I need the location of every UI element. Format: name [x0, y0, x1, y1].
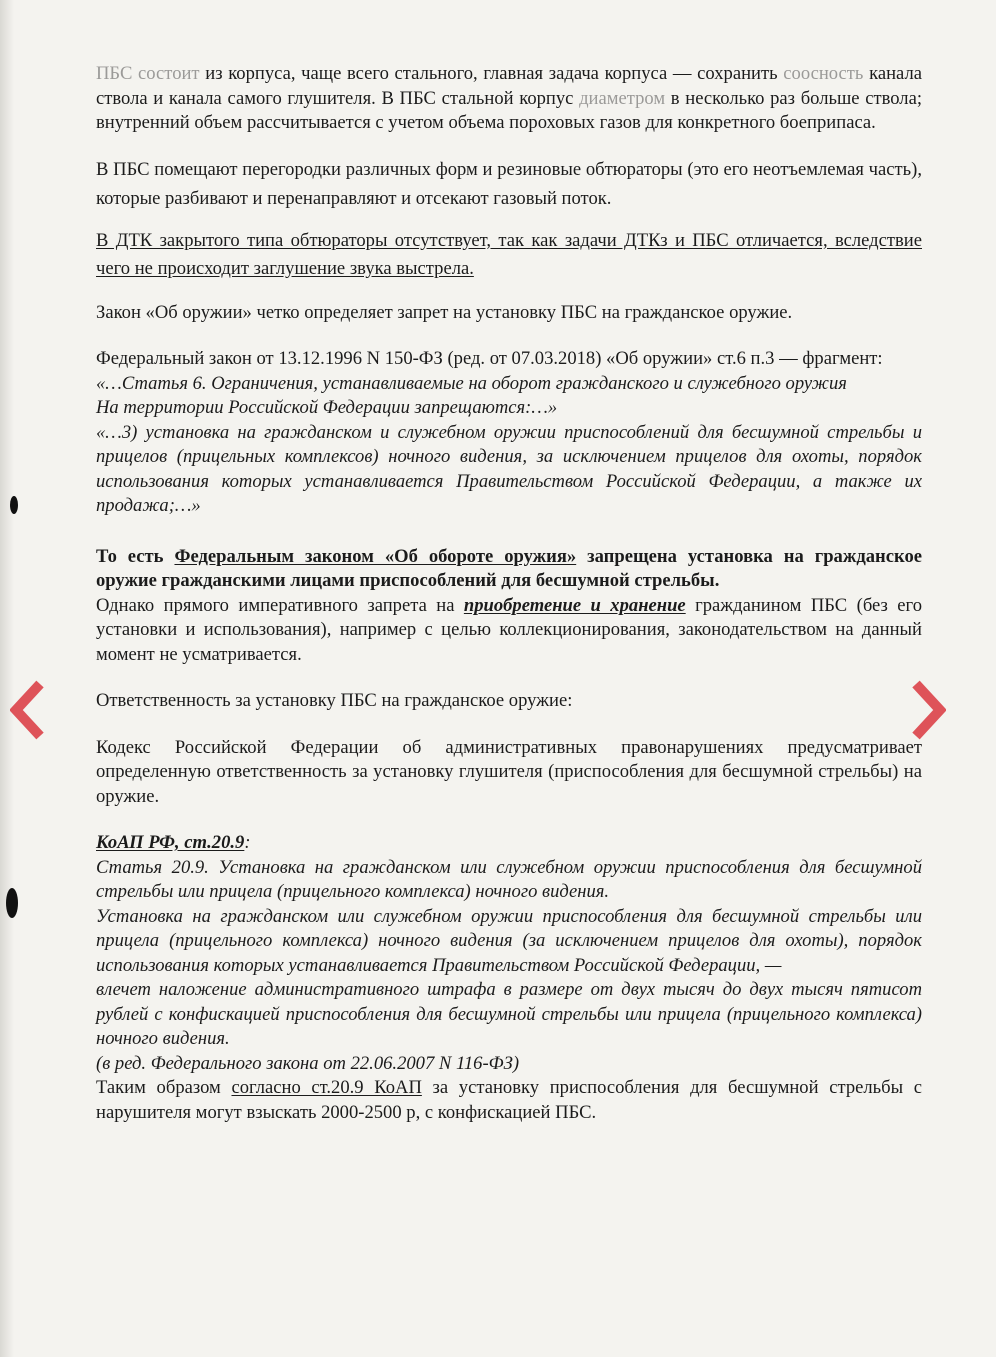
paragraph-obturators: В ПБС помещают перегородки различных форм и резиновые обтюраторы (это его неотъемлемая часть), которые разбивают и перенаправляют и отсекают газовый поток.	[96, 158, 922, 209]
text-run: То есть	[96, 545, 175, 567]
paragraph-law-statement: Закон «Об оружии» четко определяет запрет на установку ПБС на гражданское оружие.	[96, 301, 793, 323]
text-run: запрещена установка на гражданское оружие гражданскими лицами приспособлений для бесшумной стрельбы.	[96, 545, 922, 591]
text-run: за установку приспособления для бесшумной стрельбы с нарушителя могут взыскать 2000-2500 р, с конфискацией ПБС.	[96, 1077, 922, 1123]
paragraph-pbs-body	[96, 62, 922, 136]
scan-mark	[6, 888, 18, 918]
faded-text: диаметром	[579, 87, 666, 109]
koap-heading-text: КоАП РФ, ст.20.9	[96, 832, 245, 853]
text-run: :	[244, 832, 251, 853]
koap-article-title: Статья 20.9. Установка на гражданском или служебном оружии приспособления для бесшумной стрельбы или прицела (прицельного комплекса) ночного видения.	[96, 856, 922, 902]
paragraph-no-prohibition	[96, 594, 922, 668]
page-edge-shadow	[0, 0, 14, 1357]
koap-article-revision: (в ред. Федерального закона от 22.06.2007 N 116-ФЗ)	[96, 1052, 520, 1074]
paragraph-dtk-underlined: В ДТК закрытого типа обтюраторы отсутствует, так как задачи ДТКз и ПБС отличается, вследствие чего не происходит заглушение звука выстрела.	[96, 229, 922, 279]
text-run: в несколько раз больше ствола; внутренний объем рассчитывается с учетом объема пороховых газов для конкретного боеприпаса.	[96, 87, 922, 133]
paragraph-conclusion-bold	[96, 545, 922, 594]
emphasis-acquisition: приобретение и хранение	[463, 594, 686, 616]
text-run: из корпуса, чаще всего стального, главная задача корпуса — сохранить	[199, 63, 784, 84]
koap-reference-link[interactable]: согласно ст.20.9 КоАП	[231, 1077, 422, 1098]
law-reference-link[interactable]: Федеральным законом «Об обороте оружия»	[174, 545, 577, 567]
paragraph-responsibility: Ответственность за установку ПБС на гражданское оружие:	[96, 690, 573, 711]
koap-heading	[96, 831, 922, 856]
text-run: гражданином ПБС (без его установки и использования), например с целью коллекционирования, законодательством на данный момент не усматривается.	[96, 594, 922, 665]
quote-prohibitions: На территории Российской Федерации запрещаются:…»	[96, 397, 558, 418]
quote-article-6: «…Статья 6. Ограничения, устанавливаемые на оборот гражданского и служебного оружия	[96, 372, 847, 394]
paragraph-federal-law: Федеральный закон от 13.12.1996 N 150-ФЗ (ред. от 07.03.2018) «Об оружии» ст.6 п.3 — фрагмент:	[96, 348, 883, 369]
document-body	[96, 62, 922, 1125]
paragraph-koap-intro: Кодекс Российской Федерации об административных правонарушениях предусматривает определенную ответственность за установку глушителя (приспособления для бесшумной стрельбы) на оружие.	[96, 736, 922, 807]
chevron-right-icon	[910, 680, 946, 740]
koap-article-body: Установка на гражданском или служебном оружии приспособления для бесшумной стрельбы или прицела (прицельного комплекса) ночного видения (за исключением прицелов для охоты), порядок использования которых устанавливается Правительством Российской Федерации, —	[96, 905, 922, 976]
quote-item-3: «…3) установка на гражданском и служебном оружии приспособлений для бесшумной стрельбы и прицелов (прицельных комплексов) ночного видения, за исключением прицелов для охоты, порядок использования которых устанавливается Правительством Российской Федерации, а также их продажа;…»	[96, 421, 922, 516]
prev-page-button[interactable]	[10, 680, 46, 740]
next-page-button[interactable]	[910, 680, 946, 740]
text-run: Однако прямого императивного запрета на	[96, 594, 464, 616]
text-run: канала ствола и канала самого глушителя. В ПБС стальной корпус	[96, 63, 922, 109]
paragraph-summary	[96, 1076, 922, 1125]
koap-article-penalty: влечет наложение административного штрафа в размере от двух тысяч до двух тысяч пятисот рублей с конфискацией приспособления для бесшумной стрельбы или прицела (прицельного комплекса) ночного видения.	[96, 979, 922, 1049]
scan-mark	[10, 496, 18, 514]
chevron-left-icon	[10, 680, 46, 740]
faded-text: ПБС состоит	[96, 63, 200, 84]
text-run: Таким образом	[96, 1077, 232, 1098]
faded-text: соосность	[783, 63, 864, 84]
